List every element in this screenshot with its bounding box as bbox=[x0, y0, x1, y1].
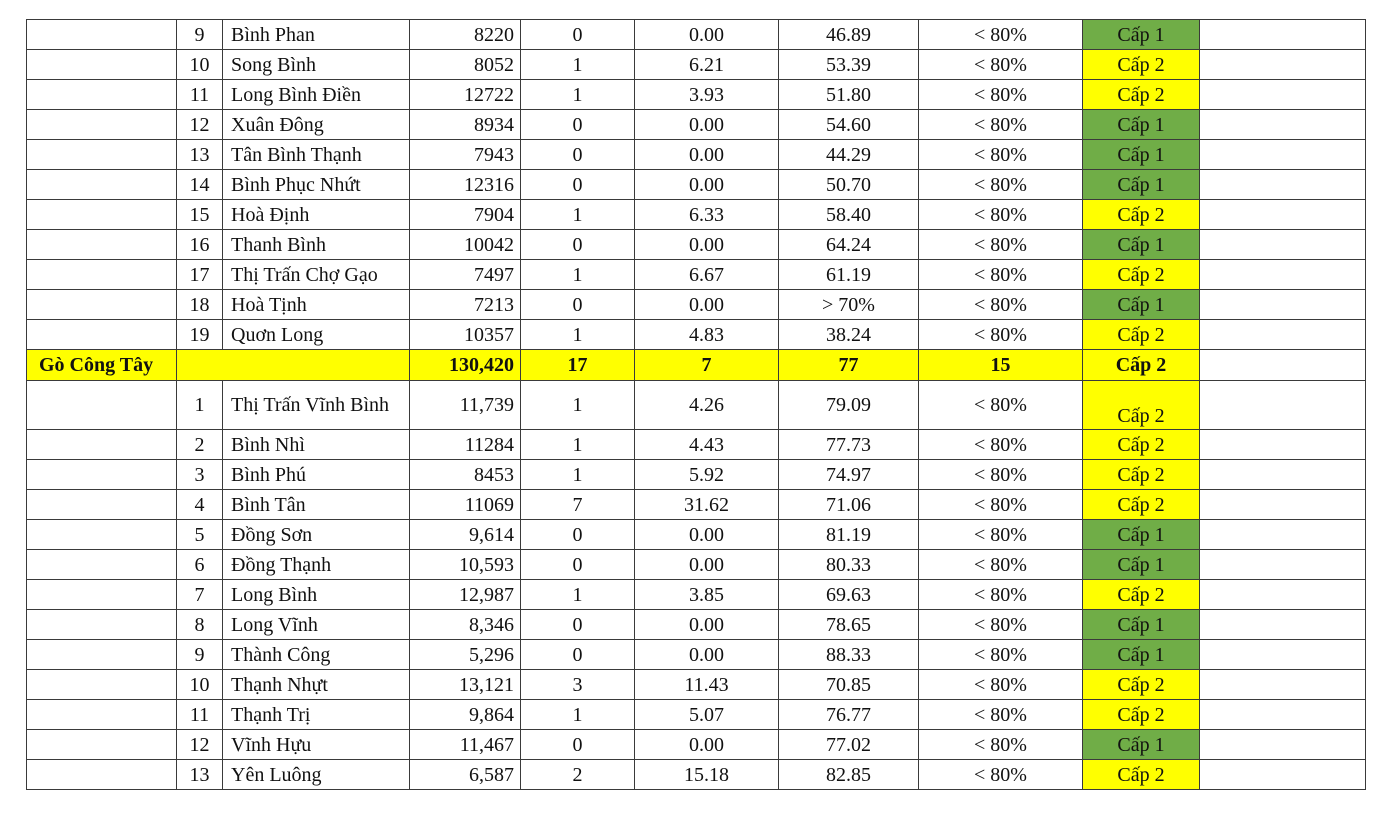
row-number: 17 bbox=[177, 260, 223, 290]
commune-name: Long Bình bbox=[223, 580, 410, 610]
district-name: Gò Công Tây bbox=[27, 350, 177, 381]
case-rate: 0.00 bbox=[635, 550, 779, 580]
case-rate: 0.00 bbox=[635, 140, 779, 170]
threshold: < 80% bbox=[919, 430, 1083, 460]
threshold: < 80% bbox=[919, 670, 1083, 700]
trailing-cell bbox=[1200, 460, 1366, 490]
row-number: 3 bbox=[177, 460, 223, 490]
vaccine-coverage: 61.19 bbox=[779, 260, 919, 290]
case-count: 0 bbox=[521, 290, 635, 320]
population: 10357 bbox=[410, 320, 521, 350]
district-cell bbox=[27, 200, 177, 230]
threshold: < 80% bbox=[919, 700, 1083, 730]
commune-name: Song Bình bbox=[223, 50, 410, 80]
vaccine-coverage: 77.02 bbox=[779, 730, 919, 760]
summary-coverage: 77 bbox=[779, 350, 919, 381]
threshold: < 80% bbox=[919, 200, 1083, 230]
case-count: 1 bbox=[521, 381, 635, 430]
level-badge: Cấp 2 bbox=[1083, 200, 1200, 230]
case-rate: 3.93 bbox=[635, 80, 779, 110]
level-badge: Cấp 2 bbox=[1083, 430, 1200, 460]
group-a-body bbox=[27, 20, 1366, 350]
row-number: 12 bbox=[177, 110, 223, 140]
case-count: 1 bbox=[521, 460, 635, 490]
table-row[interactable] bbox=[27, 550, 1366, 580]
case-rate: 0.00 bbox=[635, 730, 779, 760]
case-count: 0 bbox=[521, 550, 635, 580]
table-row[interactable] bbox=[27, 520, 1366, 550]
table-row[interactable] bbox=[27, 320, 1366, 350]
level-badge: Cấp 2 bbox=[1083, 670, 1200, 700]
trailing-cell bbox=[1200, 640, 1366, 670]
commune-name: Bình Phú bbox=[223, 460, 410, 490]
case-rate: 0.00 bbox=[635, 230, 779, 260]
trailing-cell bbox=[1200, 610, 1366, 640]
case-count: 0 bbox=[521, 730, 635, 760]
population: 5,296 bbox=[410, 640, 521, 670]
threshold: < 80% bbox=[919, 520, 1083, 550]
threshold: < 80% bbox=[919, 140, 1083, 170]
district-cell bbox=[27, 20, 177, 50]
case-rate: 0.00 bbox=[635, 520, 779, 550]
summary-trailing-cell bbox=[1200, 350, 1366, 381]
commune-name: Long Vĩnh bbox=[223, 610, 410, 640]
trailing-cell bbox=[1200, 170, 1366, 200]
trailing-cell bbox=[1200, 490, 1366, 520]
case-rate: 6.21 bbox=[635, 50, 779, 80]
commune-name: Thành Công bbox=[223, 640, 410, 670]
commune-name: Yên Luông bbox=[223, 760, 410, 790]
level-badge: Cấp 2 bbox=[1083, 460, 1200, 490]
case-count: 1 bbox=[521, 700, 635, 730]
row-number: 1 bbox=[177, 381, 223, 430]
table-row[interactable] bbox=[27, 490, 1366, 520]
vaccine-coverage: 78.65 bbox=[779, 610, 919, 640]
threshold: < 80% bbox=[919, 20, 1083, 50]
commune-name: Hoà Định bbox=[223, 200, 410, 230]
vaccine-coverage: 80.33 bbox=[779, 550, 919, 580]
commune-name: Thanh Bình bbox=[223, 230, 410, 260]
row-number: 13 bbox=[177, 140, 223, 170]
row-number: 2 bbox=[177, 430, 223, 460]
vaccine-coverage: 76.77 bbox=[779, 700, 919, 730]
trailing-cell bbox=[1200, 700, 1366, 730]
trailing-cell bbox=[1200, 290, 1366, 320]
summary-population: 130,420 bbox=[410, 350, 521, 381]
case-rate: 0.00 bbox=[635, 170, 779, 200]
case-rate: 0.00 bbox=[635, 110, 779, 140]
district-cell bbox=[27, 490, 177, 520]
trailing-cell bbox=[1200, 230, 1366, 260]
vaccine-coverage: 51.80 bbox=[779, 80, 919, 110]
level-badge: Cấp 1 bbox=[1083, 550, 1200, 580]
vaccine-coverage: 58.40 bbox=[779, 200, 919, 230]
commune-name: Thị Trấn Chợ Gạo bbox=[223, 260, 410, 290]
district-cell bbox=[27, 290, 177, 320]
district-cell bbox=[27, 80, 177, 110]
trailing-cell bbox=[1200, 260, 1366, 290]
table-row[interactable] bbox=[27, 200, 1366, 230]
commune-name: Thạnh Trị bbox=[223, 700, 410, 730]
threshold: < 80% bbox=[919, 640, 1083, 670]
population: 9,614 bbox=[410, 520, 521, 550]
population: 8934 bbox=[410, 110, 521, 140]
vaccine-coverage: 53.39 bbox=[779, 50, 919, 80]
vaccine-coverage: 46.89 bbox=[779, 20, 919, 50]
commune-name: Đồng Thạnh bbox=[223, 550, 410, 580]
level-badge: Cấp 1 bbox=[1083, 610, 1200, 640]
case-rate: 31.62 bbox=[635, 490, 779, 520]
trailing-cell bbox=[1200, 140, 1366, 170]
row-number: 4 bbox=[177, 490, 223, 520]
district-cell bbox=[27, 700, 177, 730]
population: 11,739 bbox=[410, 381, 521, 430]
population: 11069 bbox=[410, 490, 521, 520]
commune-name: Bình Nhì bbox=[223, 430, 410, 460]
row-number: 8 bbox=[177, 610, 223, 640]
level-badge: Cấp 2 bbox=[1083, 320, 1200, 350]
population: 8052 bbox=[410, 50, 521, 80]
table-row[interactable] bbox=[27, 381, 1366, 430]
case-rate: 0.00 bbox=[635, 610, 779, 640]
summary-empty-cell bbox=[177, 350, 410, 381]
threshold: < 80% bbox=[919, 170, 1083, 200]
district-cell bbox=[27, 430, 177, 460]
row-number: 10 bbox=[177, 670, 223, 700]
trailing-cell bbox=[1200, 20, 1366, 50]
case-count: 3 bbox=[521, 670, 635, 700]
commune-name: Quơn Long bbox=[223, 320, 410, 350]
row-number: 11 bbox=[177, 700, 223, 730]
table-row[interactable] bbox=[27, 20, 1366, 50]
level-badge: Cấp 1 bbox=[1083, 640, 1200, 670]
case-count: 1 bbox=[521, 320, 635, 350]
threshold: < 80% bbox=[919, 580, 1083, 610]
vaccine-coverage: 88.33 bbox=[779, 640, 919, 670]
case-count: 0 bbox=[521, 610, 635, 640]
vaccine-coverage: 50.70 bbox=[779, 170, 919, 200]
threshold: < 80% bbox=[919, 730, 1083, 760]
commune-name: Thị Trấn Vĩnh Bình bbox=[223, 381, 410, 430]
commune-name: Hoà Tịnh bbox=[223, 290, 410, 320]
threshold: < 80% bbox=[919, 550, 1083, 580]
vaccine-coverage: 38.24 bbox=[779, 320, 919, 350]
district-cell bbox=[27, 170, 177, 200]
trailing-cell bbox=[1200, 430, 1366, 460]
district-cell bbox=[27, 230, 177, 260]
level-badge: Cấp 1 bbox=[1083, 290, 1200, 320]
trailing-cell bbox=[1200, 200, 1366, 230]
row-number: 11 bbox=[177, 80, 223, 110]
table-row[interactable] bbox=[27, 260, 1366, 290]
level-badge: Cấp 2 bbox=[1083, 490, 1200, 520]
district-cell bbox=[27, 520, 177, 550]
population: 7497 bbox=[410, 260, 521, 290]
table-row[interactable] bbox=[27, 700, 1366, 730]
trailing-cell bbox=[1200, 381, 1366, 430]
threshold: < 80% bbox=[919, 110, 1083, 140]
population: 11284 bbox=[410, 430, 521, 460]
table-row[interactable] bbox=[27, 140, 1366, 170]
trailing-cell bbox=[1200, 760, 1366, 790]
row-number: 13 bbox=[177, 760, 223, 790]
population: 8453 bbox=[410, 460, 521, 490]
trailing-cell bbox=[1200, 670, 1366, 700]
summary-rate: 7 bbox=[635, 350, 779, 381]
table-row[interactable] bbox=[27, 290, 1366, 320]
table-row[interactable] bbox=[27, 670, 1366, 700]
vaccine-coverage: 81.19 bbox=[779, 520, 919, 550]
summary-level: Cấp 2 bbox=[1083, 350, 1200, 381]
vaccine-coverage: 54.60 bbox=[779, 110, 919, 140]
summary-cases: 17 bbox=[521, 350, 635, 381]
case-count: 0 bbox=[521, 230, 635, 260]
commune-name: Đồng Sơn bbox=[223, 520, 410, 550]
level-badge: Cấp 1 bbox=[1083, 230, 1200, 260]
case-count: 7 bbox=[521, 490, 635, 520]
table-row[interactable] bbox=[27, 230, 1366, 260]
spreadsheet bbox=[26, 19, 1366, 790]
table-row[interactable] bbox=[27, 80, 1366, 110]
table-row[interactable] bbox=[27, 640, 1366, 670]
level-badge: Cấp 2 bbox=[1083, 381, 1200, 430]
district-cell bbox=[27, 110, 177, 140]
population: 12722 bbox=[410, 80, 521, 110]
case-rate: 0.00 bbox=[635, 640, 779, 670]
vaccine-coverage: 64.24 bbox=[779, 230, 919, 260]
summary-body bbox=[27, 350, 1366, 381]
threshold: < 80% bbox=[919, 80, 1083, 110]
population: 8220 bbox=[410, 20, 521, 50]
threshold: < 80% bbox=[919, 381, 1083, 430]
case-count: 0 bbox=[521, 20, 635, 50]
population: 12,987 bbox=[410, 580, 521, 610]
commune-name: Thạnh Nhựt bbox=[223, 670, 410, 700]
vaccine-coverage: 69.63 bbox=[779, 580, 919, 610]
row-number: 16 bbox=[177, 230, 223, 260]
case-rate: 0.00 bbox=[635, 290, 779, 320]
threshold: < 80% bbox=[919, 50, 1083, 80]
case-count: 1 bbox=[521, 430, 635, 460]
district-cell bbox=[27, 670, 177, 700]
population: 8,346 bbox=[410, 610, 521, 640]
threshold: < 80% bbox=[919, 490, 1083, 520]
trailing-cell bbox=[1200, 730, 1366, 760]
district-cell bbox=[27, 640, 177, 670]
district-cell bbox=[27, 610, 177, 640]
table-row[interactable] bbox=[27, 580, 1366, 610]
table-row[interactable] bbox=[27, 730, 1366, 760]
threshold: < 80% bbox=[919, 610, 1083, 640]
table-row[interactable] bbox=[27, 50, 1366, 80]
case-rate: 5.07 bbox=[635, 700, 779, 730]
level-badge: Cấp 1 bbox=[1083, 140, 1200, 170]
table-row[interactable] bbox=[27, 170, 1366, 200]
table-row[interactable] bbox=[27, 760, 1366, 790]
table-row[interactable] bbox=[27, 610, 1366, 640]
district-cell bbox=[27, 381, 177, 430]
district-summary-row[interactable] bbox=[27, 350, 1366, 381]
summary-threshold: 15 bbox=[919, 350, 1083, 381]
case-count: 2 bbox=[521, 760, 635, 790]
row-number: 14 bbox=[177, 170, 223, 200]
vaccine-coverage: 71.06 bbox=[779, 490, 919, 520]
population: 7904 bbox=[410, 200, 521, 230]
row-number: 15 bbox=[177, 200, 223, 230]
case-count: 0 bbox=[521, 170, 635, 200]
trailing-cell bbox=[1200, 320, 1366, 350]
case-rate: 4.26 bbox=[635, 381, 779, 430]
case-count: 0 bbox=[521, 140, 635, 170]
table-row[interactable] bbox=[27, 110, 1366, 140]
case-rate: 11.43 bbox=[635, 670, 779, 700]
vaccine-coverage: 82.85 bbox=[779, 760, 919, 790]
population: 13,121 bbox=[410, 670, 521, 700]
population: 10042 bbox=[410, 230, 521, 260]
district-cell bbox=[27, 580, 177, 610]
level-badge: Cấp 2 bbox=[1083, 80, 1200, 110]
commune-name: Long Bình Điền bbox=[223, 80, 410, 110]
level-badge: Cấp 1 bbox=[1083, 20, 1200, 50]
population: 7943 bbox=[410, 140, 521, 170]
district-cell bbox=[27, 730, 177, 760]
district-cell bbox=[27, 550, 177, 580]
case-rate: 6.67 bbox=[635, 260, 779, 290]
table-row[interactable] bbox=[27, 430, 1366, 460]
level-badge: Cấp 2 bbox=[1083, 50, 1200, 80]
case-rate: 15.18 bbox=[635, 760, 779, 790]
population: 7213 bbox=[410, 290, 521, 320]
vaccine-coverage: 79.09 bbox=[779, 381, 919, 430]
trailing-cell bbox=[1200, 580, 1366, 610]
case-count: 1 bbox=[521, 80, 635, 110]
case-rate: 6.33 bbox=[635, 200, 779, 230]
row-number: 12 bbox=[177, 730, 223, 760]
case-count: 1 bbox=[521, 580, 635, 610]
vaccine-coverage: 74.97 bbox=[779, 460, 919, 490]
population: 12316 bbox=[410, 170, 521, 200]
population: 9,864 bbox=[410, 700, 521, 730]
vaccine-coverage: 77.73 bbox=[779, 430, 919, 460]
trailing-cell bbox=[1200, 50, 1366, 80]
case-rate: 4.43 bbox=[635, 430, 779, 460]
commune-name: Bình Tân bbox=[223, 490, 410, 520]
district-cell bbox=[27, 760, 177, 790]
commune-name: Vĩnh Hựu bbox=[223, 730, 410, 760]
case-rate: 3.85 bbox=[635, 580, 779, 610]
row-number: 19 bbox=[177, 320, 223, 350]
case-count: 1 bbox=[521, 50, 635, 80]
trailing-cell bbox=[1200, 550, 1366, 580]
threshold: < 80% bbox=[919, 320, 1083, 350]
trailing-cell bbox=[1200, 110, 1366, 140]
population: 10,593 bbox=[410, 550, 521, 580]
level-badge: Cấp 2 bbox=[1083, 580, 1200, 610]
row-number: 9 bbox=[177, 640, 223, 670]
vaccine-coverage: 70.85 bbox=[779, 670, 919, 700]
level-badge: Cấp 1 bbox=[1083, 170, 1200, 200]
table-row[interactable] bbox=[27, 460, 1366, 490]
threshold: < 80% bbox=[919, 460, 1083, 490]
district-cell bbox=[27, 140, 177, 170]
level-badge: Cấp 2 bbox=[1083, 260, 1200, 290]
commune-level-table bbox=[26, 19, 1366, 790]
group-b-body bbox=[27, 381, 1366, 790]
district-cell bbox=[27, 50, 177, 80]
commune-name: Bình Phục Nhứt bbox=[223, 170, 410, 200]
row-number: 7 bbox=[177, 580, 223, 610]
row-number: 5 bbox=[177, 520, 223, 550]
case-rate: 5.92 bbox=[635, 460, 779, 490]
level-badge: Cấp 1 bbox=[1083, 730, 1200, 760]
district-cell bbox=[27, 320, 177, 350]
vaccine-coverage: > 70% bbox=[779, 290, 919, 320]
row-number: 6 bbox=[177, 550, 223, 580]
level-badge: Cấp 1 bbox=[1083, 520, 1200, 550]
threshold: < 80% bbox=[919, 290, 1083, 320]
district-cell bbox=[27, 460, 177, 490]
level-badge: Cấp 1 bbox=[1083, 110, 1200, 140]
threshold: < 80% bbox=[919, 260, 1083, 290]
threshold: < 80% bbox=[919, 230, 1083, 260]
trailing-cell bbox=[1200, 520, 1366, 550]
population: 6,587 bbox=[410, 760, 521, 790]
case-count: 1 bbox=[521, 260, 635, 290]
level-badge: Cấp 2 bbox=[1083, 700, 1200, 730]
case-count: 0 bbox=[521, 640, 635, 670]
population: 11,467 bbox=[410, 730, 521, 760]
commune-name: Xuân Đông bbox=[223, 110, 410, 140]
row-number: 10 bbox=[177, 50, 223, 80]
trailing-cell bbox=[1200, 80, 1366, 110]
case-count: 0 bbox=[521, 520, 635, 550]
commune-name: Bình Phan bbox=[223, 20, 410, 50]
case-count: 1 bbox=[521, 200, 635, 230]
level-badge: Cấp 2 bbox=[1083, 760, 1200, 790]
commune-name: Tân Bình Thạnh bbox=[223, 140, 410, 170]
case-count: 0 bbox=[521, 110, 635, 140]
case-rate: 4.83 bbox=[635, 320, 779, 350]
district-cell bbox=[27, 260, 177, 290]
row-number: 9 bbox=[177, 20, 223, 50]
row-number: 18 bbox=[177, 290, 223, 320]
vaccine-coverage: 44.29 bbox=[779, 140, 919, 170]
threshold: < 80% bbox=[919, 760, 1083, 790]
case-rate: 0.00 bbox=[635, 20, 779, 50]
